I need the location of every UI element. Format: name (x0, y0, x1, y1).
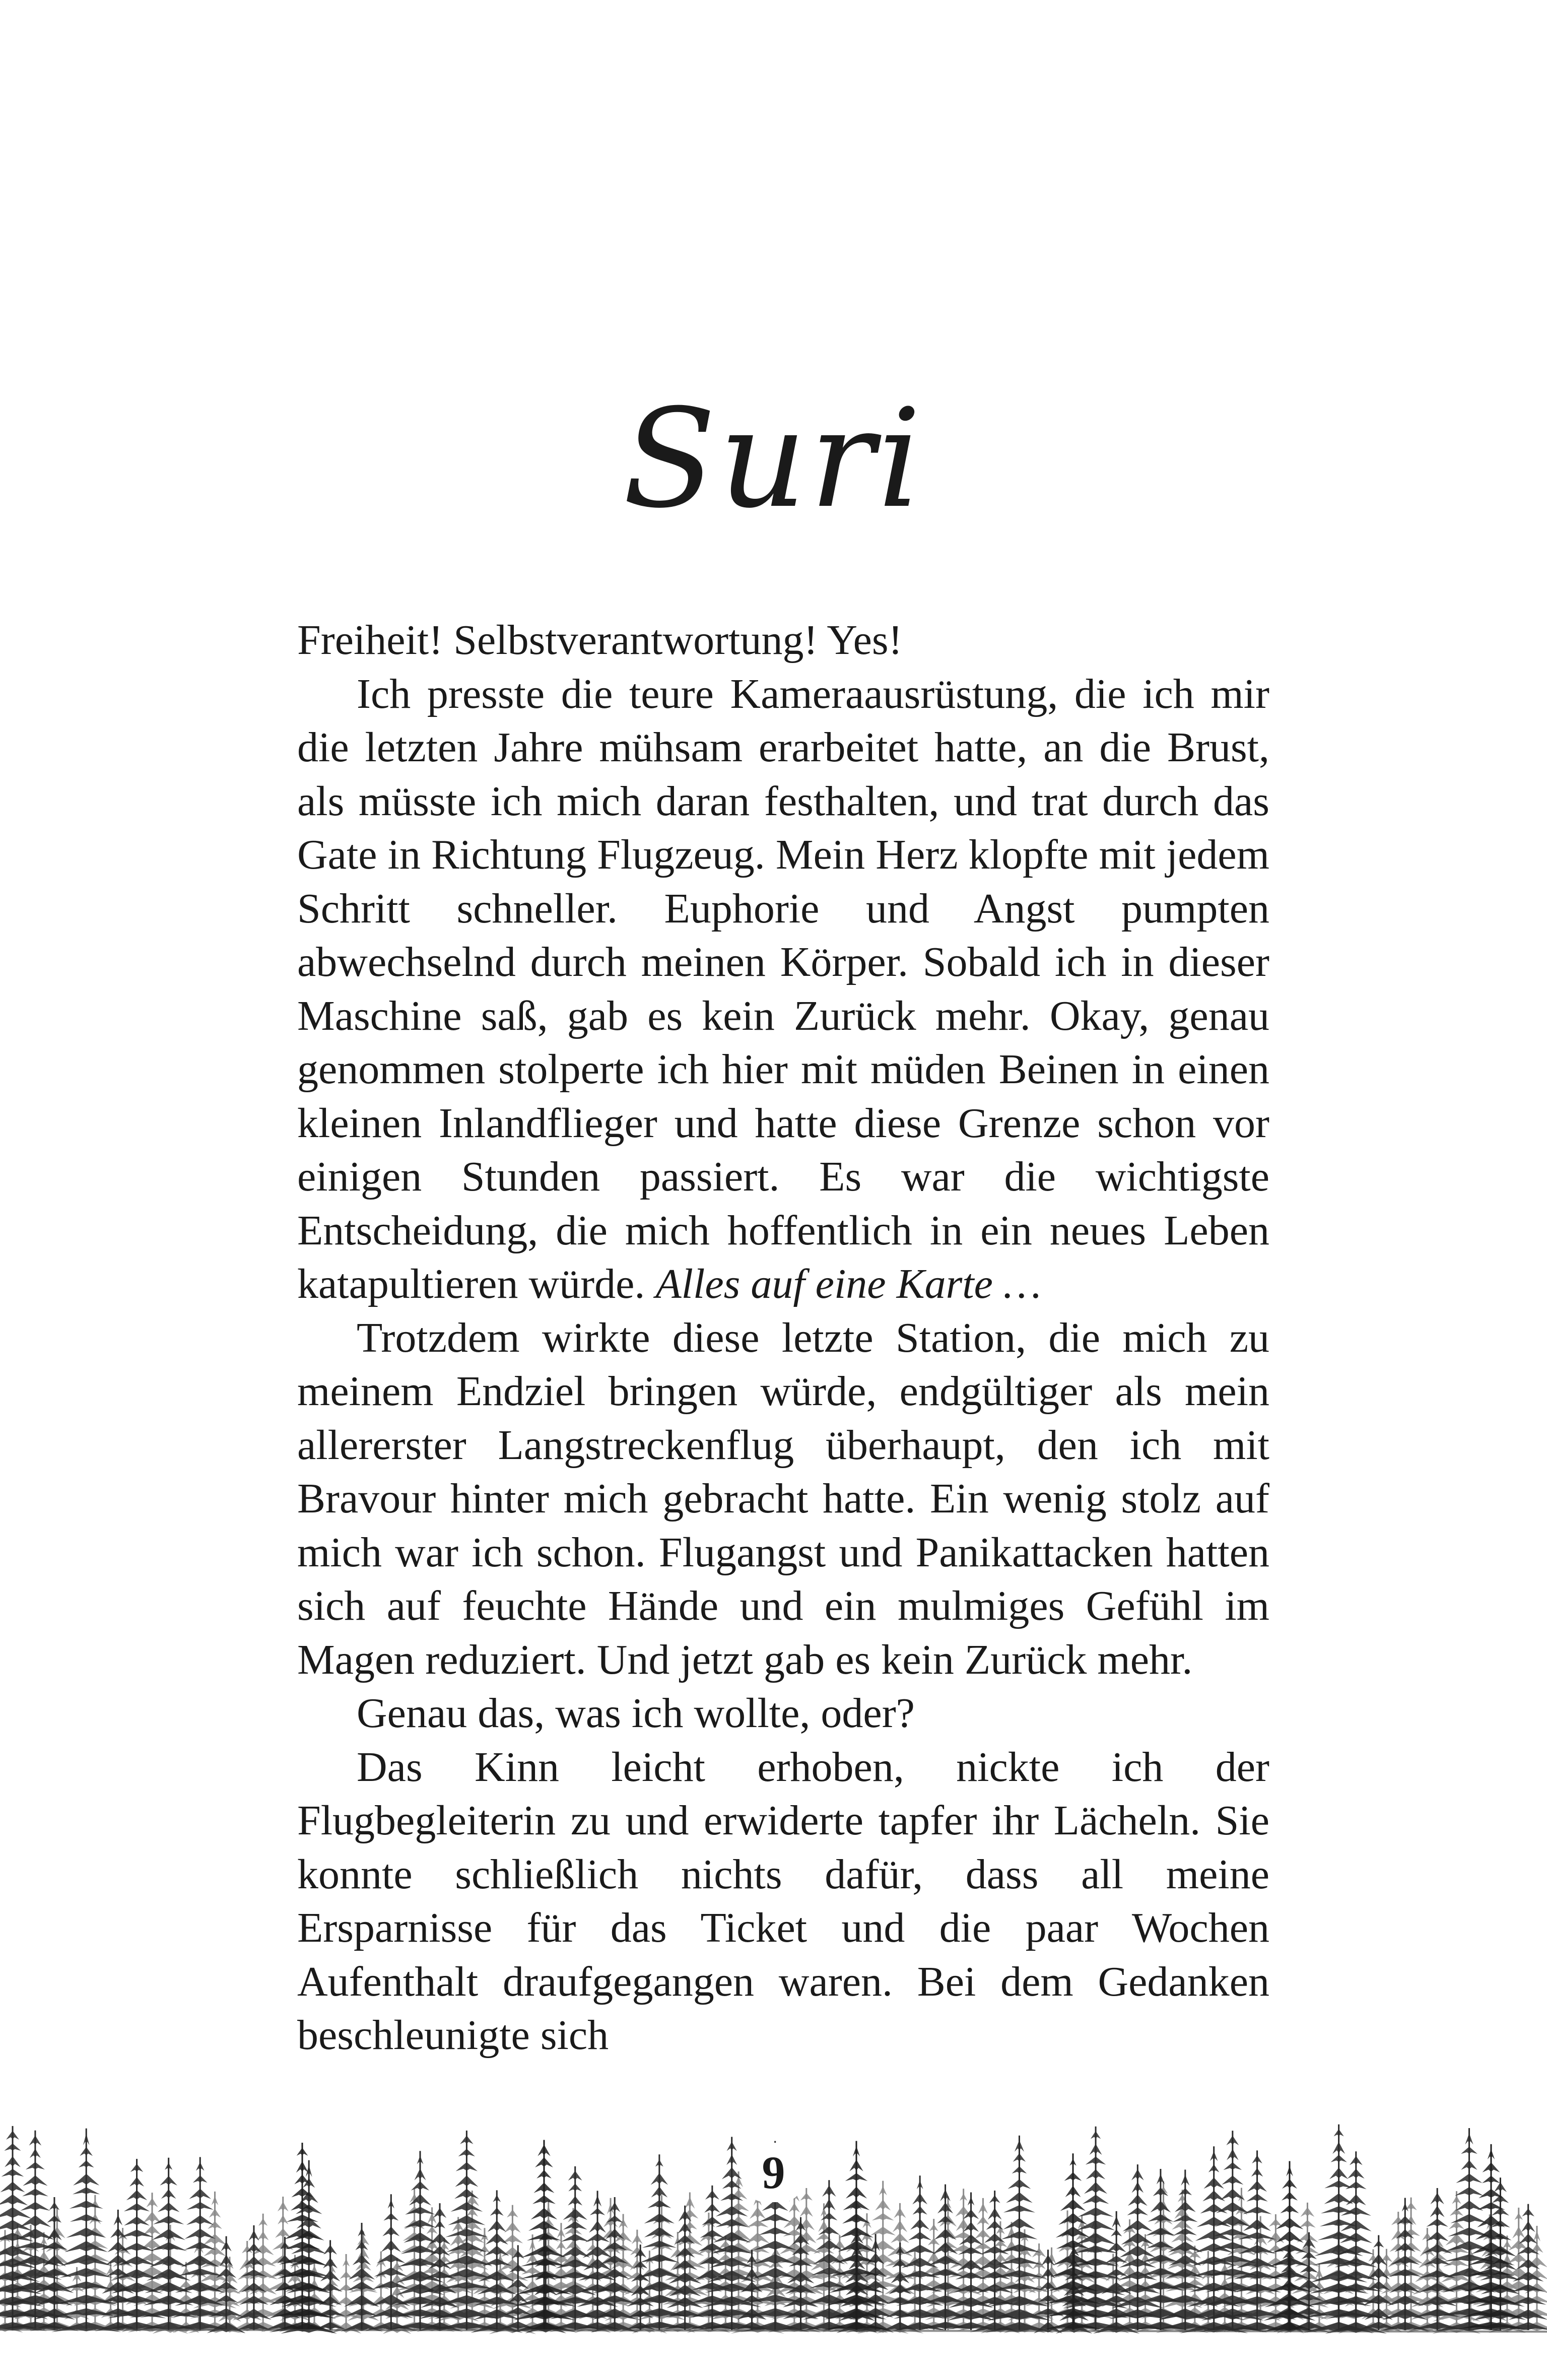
paragraph-1-text: Freiheit! Selbstverantwortung! Yes! (297, 617, 903, 664)
paragraph-2-text: Ich presste die teure Kameraausrüstung, die ich mir die letzten Jahre mühsam erarbeitet hatte, an die Brust, als müsste ich mich daran festhalten, und trat durch das Gate in Richtung Flugzeug. Mein Herz klopfte mit jedem Schritt schneller. Euphorie und Angst pumpten abwechselnd durch meinen Körper. Sobald ich in dieser Maschine saß, gab es kein Zurück mehr. Okay, genau genommen stolperte ich hier mit müden Beinen in einen kleinen Inlandflieger und hatte diese Grenze schon vor einigen Stunden passiert. Es war die wichtigste Entscheidung, die mich hoffentlich in ein neues Leben katapultieren würde. (297, 670, 1269, 1307)
page-number-label: 9 (745, 2143, 802, 2202)
paragraph-4 (297, 1687, 1269, 1741)
paragraph-2-italic: Alles auf eine Karte … (655, 1261, 1041, 1307)
paragraph-1 (297, 614, 1269, 668)
forest-illustration (0, 2076, 1547, 2380)
paragraph-3-text: Trotzdem wirkte diese letzte Station, die mich zu meinem Endziel bringen würde, endgültiger als mein allererster Langstreckenflug überhaupt, den ich mit Bravour hinter mich gebracht hatte. Ein wenig stolz auf mich war ich schon. Flugangst und Panikattacken hatten sich auf feuchte Hände und ein mulmiges Gefühl im Magen reduziert. Und jetzt gab es kein Zurück mehr. (297, 1314, 1269, 1683)
pine-tree (215, 2257, 245, 2333)
pine-tree (1471, 2177, 1529, 2330)
paragraph-3 (297, 1311, 1269, 1687)
pine-tree (803, 2180, 855, 2330)
pine-tree (383, 2258, 411, 2334)
pine-tree (316, 2260, 348, 2330)
page-number (0, 2147, 1547, 2198)
pine-tree (153, 2225, 188, 2334)
paragraph-2 (297, 668, 1269, 1311)
paragraph-4-text: Genau das, was ich wollte, oder? (357, 1690, 915, 1737)
chapter-title: Suri (623, 379, 924, 538)
paragraph-5-text: Das Kinn leicht erhoben, nickte ich der Flugbegleiterin zu und erwiderte tapfer ihr Lächeln. Sie konnte schließlich nichts dafür, dass all meine Ersparnisse für das Ticket und die paar Wochen Aufenthalt draufgegangen waren. Bei dem Gedanken beschleunigte sich (297, 1743, 1269, 2059)
paragraph-5 (297, 1741, 1269, 2063)
body-text (297, 614, 1269, 2063)
